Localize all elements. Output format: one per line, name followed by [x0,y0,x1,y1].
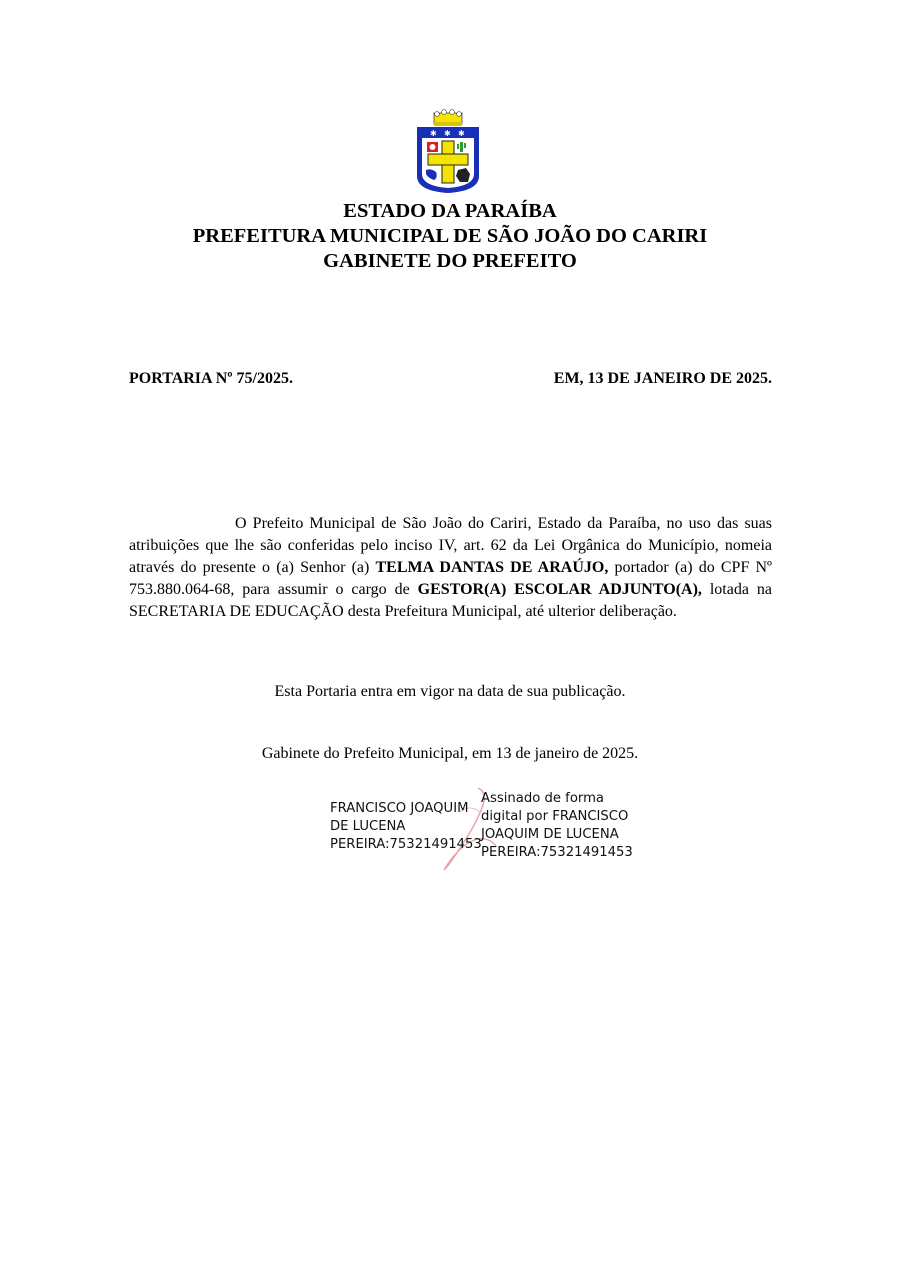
coat-of-arms-icon [416,108,480,194]
portaria-body [129,513,772,623]
body-text-part2: portador (a) do CPF Nº 753.880.064-68, para assumir o cargo de [129,559,773,598]
signer-name-block [330,800,482,854]
svg-text:✱: ✱ [458,129,465,138]
appointee-role: GESTOR(A) ESCOLAR ADJUNTO(A), [417,581,702,598]
portaria-date: EM, 13 DE JANEIRO DE 2025. [553,370,772,387]
digital-signature-block [330,790,650,870]
header-gabinete: GABINETE DO PREFEITO [323,250,577,272]
signer-line-3: PEREIRA:75321491453 [330,837,482,852]
closing-line: Gabinete do Prefeito Municipal, em 13 de janeiro de 2025. [261,745,639,762]
header-prefeitura: PREFEITURA MUNICIPAL DE SÃO JOÃO DO CARIRI [192,225,708,247]
signer-line-2: DE LUCENA [330,819,406,834]
appointee-name: TELMA DANTAS DE ARAÚJO, [375,559,609,576]
svg-text:✱: ✱ [444,129,451,138]
vigor-statement: Esta Portaria entra em vigor na data de sua publicação. [274,683,626,700]
document-header [0,199,900,274]
signature-info-line-1: Assinado de forma [481,791,605,806]
signature-info-line-4: PEREIRA:75321491453 [481,845,633,860]
signer-line-1: FRANCISCO JOAQUIM [330,801,469,816]
signature-info-line-3: JOAQUIM DE LUCENA [481,827,619,842]
signature-info-line-2: digital por FRANCISCO [481,809,629,824]
signature-info-block [481,790,633,862]
body-text-part1: O Prefeito Municipal de São João do Cariri, Estado da Paraíba, no uso das suas atribuições que lhe são conferidas pelo inciso IV, art. 62 da Lei Orgânica do Município, nomeia através do presente o (a) Senhor (a) [129,515,772,576]
portaria-number: PORTARIA Nº 75/2025. [129,370,293,387]
body-text-part3: lotada na SECRETARIA DE EDUCAÇÃO desta Prefeitura Municipal, até ulterior deliberação. [129,581,772,620]
header-state: ESTADO DA PARAÍBA [343,200,557,222]
svg-text:✱: ✱ [430,129,437,138]
